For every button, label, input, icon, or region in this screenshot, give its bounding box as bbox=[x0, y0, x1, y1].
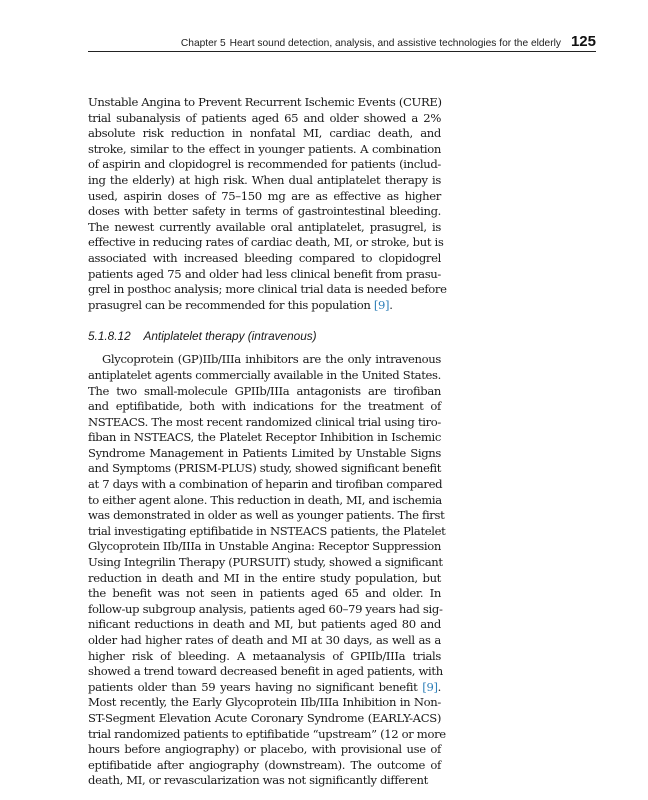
text-line bbox=[88, 539, 441, 555]
line-text: the benefit was not seen in patients aged 65 and older. In bbox=[88, 586, 441, 601]
text-line bbox=[88, 602, 441, 618]
line-punctuation: . bbox=[437, 679, 441, 694]
line-text: stroke, similar to the effect in younger patients. A combination bbox=[88, 141, 441, 156]
text-line bbox=[88, 142, 441, 158]
line-text: Unstable Angina to Prevent Recurrent Ischemic Events (CURE) bbox=[88, 95, 442, 109]
line-text: Using Integrilin Therapy (PURSUIT) study, showed a significant bbox=[88, 555, 443, 570]
line-text: hours before angiography) or placebo, with provisional use of bbox=[88, 742, 441, 757]
line-punctuation: . bbox=[389, 297, 393, 312]
page-body bbox=[88, 95, 447, 789]
line-text: Most recently, the Early Glycoprotein IIb/IIIa Inhibition in Non- bbox=[88, 695, 441, 710]
text-line bbox=[88, 695, 441, 711]
line-text: and Symptoms (PRISM-PLUS) study, showed significant benefit bbox=[88, 461, 442, 476]
section-number: 5.1.8.12 bbox=[88, 329, 131, 344]
line-text: higher risk of bleeding. A metaanalysis of GPIIb/IIIa trials bbox=[88, 648, 441, 663]
text-line bbox=[88, 493, 441, 509]
line-text: fiban in NSTEACS, the Platelet Receptor Inhibition in Ischemic bbox=[88, 430, 441, 445]
text-line bbox=[88, 555, 441, 571]
text-line bbox=[88, 111, 441, 127]
text-line bbox=[88, 126, 441, 142]
text-line bbox=[88, 664, 441, 680]
text-line bbox=[88, 173, 441, 189]
text-line bbox=[88, 267, 441, 283]
text-line bbox=[88, 368, 441, 384]
text-line bbox=[88, 298, 441, 314]
running-header bbox=[88, 33, 596, 50]
text-line bbox=[88, 508, 445, 524]
line-text: at 7 days with a combination of heparin and tirofiban compared bbox=[88, 477, 443, 492]
citation-link[interactable]: [9] bbox=[373, 297, 390, 312]
line-text: doses with better safety in terms of gastrointestinal bleeding. bbox=[88, 204, 441, 219]
text-line bbox=[88, 446, 441, 462]
line-text: was demonstrated in older as well as younger patients. The first bbox=[88, 508, 445, 523]
line-text: Syndrome Management in Patients Limited by Unstable Signs bbox=[88, 445, 441, 460]
line-text: absolute risk reduction in nonfatal MI, cardiac death, and bbox=[88, 126, 441, 141]
line-text: follow-up subgroup analysis, patients aged 60–79 years had sig- bbox=[88, 601, 443, 616]
text-line bbox=[88, 461, 441, 477]
line-text: patients aged 75 and older had less clinical benefit from prasu- bbox=[88, 266, 441, 281]
text-line bbox=[88, 282, 447, 298]
line-text: associated with increased bleeding compared to clopidogrel bbox=[88, 250, 441, 265]
text-line bbox=[88, 523, 446, 540]
text-line bbox=[88, 711, 441, 727]
text-line bbox=[88, 758, 441, 774]
text-line bbox=[88, 220, 441, 236]
text-line bbox=[88, 399, 441, 415]
section-title: Antiplatelet therapy (intravenous) bbox=[143, 329, 317, 344]
line-text: used, aspirin doses of 75–150 mg are as effective as higher bbox=[88, 188, 441, 203]
line-text: NSTEACS. The most recent randomized clinical trial using tiro- bbox=[88, 414, 441, 429]
line-text: death, MI, or revascularization was not significantly different bbox=[88, 773, 428, 788]
text-line bbox=[88, 384, 441, 400]
line-text: ST-Segment Elevation Acute Coronary Syndrome (EARLY-ACS) bbox=[88, 710, 441, 725]
text-line bbox=[88, 430, 441, 446]
line-text: showed a trend toward decreased benefit in aged patients, with bbox=[88, 664, 443, 679]
line-text: trial subanalysis of patients aged 65 and older showed a 2% bbox=[88, 110, 441, 125]
line-text: trial investigating eptifibatide in NSTEACS patients, the Platelet bbox=[88, 523, 446, 538]
text-line bbox=[88, 189, 441, 205]
line-text: older had higher rates of death and MI at 30 days, as well as a bbox=[88, 633, 441, 647]
line-text: The newest currently available oral antiplatelet, prasugrel, is bbox=[88, 219, 441, 234]
text-line bbox=[88, 571, 441, 587]
line-text: patients older than 59 years having no significant benefit bbox=[88, 679, 423, 694]
text-line bbox=[88, 477, 441, 493]
text-line bbox=[88, 415, 441, 431]
citation-link[interactable]: [9] bbox=[422, 679, 438, 694]
line-text: effective in reducing rates of cardiac death, MI, or stroke, but is bbox=[88, 235, 444, 250]
line-text: antiplatelet agents commercially available in the United States. bbox=[88, 367, 441, 382]
text-line bbox=[88, 773, 441, 789]
page-number: 125 bbox=[570, 33, 596, 50]
header-rule bbox=[88, 51, 596, 52]
text-line bbox=[88, 157, 441, 173]
line-text: The two small-molecule GPIIb/IIIa antagonists are tirofiban bbox=[88, 383, 441, 398]
text-line bbox=[88, 649, 441, 665]
text-line bbox=[88, 204, 441, 220]
text-line bbox=[88, 235, 444, 251]
text-line bbox=[88, 633, 441, 649]
line-text: eptifibatide after angiography (downstream). The outcome of bbox=[88, 757, 441, 772]
line-text: ing the elderly) at high risk. When dual antiplatelet therapy is bbox=[88, 172, 441, 187]
line-text: nificant reductions in death and MI, but patients aged 80 and bbox=[88, 617, 441, 632]
line-text: Glycoprotein IIb/IIIa in Unstable Angina: Receptor Suppression bbox=[88, 539, 441, 554]
text-line bbox=[88, 617, 441, 633]
line-text: to either agent alone. This reduction in death, MI, and ischemia bbox=[88, 492, 442, 507]
line-text: of aspirin and clopidogrel is recommended for patients (includ- bbox=[88, 157, 441, 172]
line-text: Glycoprotein (GP)IIb/IIIa inhibitors are the only intravenous bbox=[102, 352, 441, 367]
text-line bbox=[88, 95, 441, 111]
line-text: prasugrel can be recommended for this population bbox=[88, 297, 374, 312]
chapter-title: Heart sound detection, analysis, and assistive technologies for the elderly bbox=[229, 38, 561, 49]
section-heading bbox=[88, 329, 441, 349]
line-text: grel in posthoc analysis; more clinical trial data is needed before bbox=[88, 282, 447, 297]
text-line bbox=[88, 586, 441, 602]
paragraph-gp-inhibitors bbox=[88, 352, 446, 789]
line-text: and eptifibatide, both with indications for the treatment of bbox=[88, 399, 441, 414]
text-line bbox=[88, 352, 441, 368]
text-line bbox=[88, 742, 441, 758]
chapter-label: Chapter 5 bbox=[180, 38, 226, 49]
text-line bbox=[88, 726, 446, 743]
paragraph-cure-trial bbox=[88, 95, 447, 313]
text-line bbox=[88, 251, 441, 267]
text-line bbox=[88, 680, 441, 696]
line-text: trial randomized patients to eptifibatide “upstream” (12 or more bbox=[88, 726, 446, 741]
line-text: reduction in death and MI in the entire study population, but bbox=[88, 570, 441, 585]
